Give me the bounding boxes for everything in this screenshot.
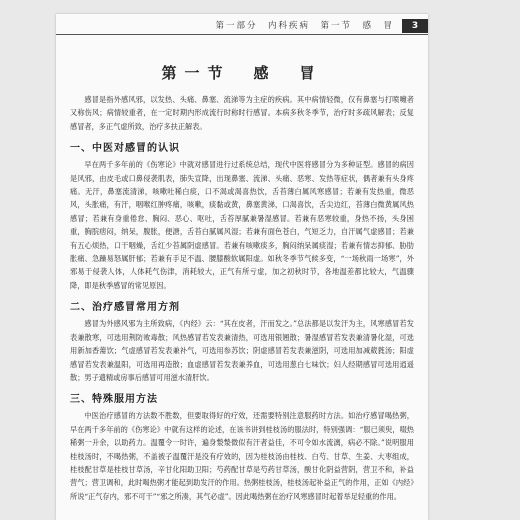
subsection-heading-2: 二、治疗感冒常用方剂 xyxy=(70,302,180,314)
subsection-heading-1: 一、中医对感冒的认识 xyxy=(70,143,180,155)
subsection-heading-3: 三、特殊服用方法 xyxy=(70,394,158,406)
intro-paragraph: 感冒是指外感风邪，以发热、头痛、鼻塞、流涕等为主症的疾病。其中病情轻微，仅有鼻塞与打喷嚏者又称伤风；病情较重者，在一定时期内形成流行时称时行感冒。本病多秋冬季节，治疗时多疏风解表；反复感冒者，多正气虚所致，治疗多扶正解表。 xyxy=(70,95,414,131)
subsection-3-paragraph: 中医治疗感冒的方法数不胜数，但要取得好的疗效，还需要特别注意服药时方法。如治疗感冒喝热粥，早在两千多年前的《伤寒论》中就有这样的论述，在该书讲到桂枝汤的服法时，特别强调：“服已须臾，啜热稀粥一升余，以助药力。温覆令一时许，遍身漐漐微似有汗者益佳，不可令如水流漓，病必不除。”说明服用桂枝汤时，不喝热粥，不盖被子温覆汗是没有疗效的，因为桂枝汤由桂枝、白芍、甘草、生姜、大枣组成，桂枝配甘草是桂枝甘草汤，辛甘化阳助卫阳；芍药配甘草是芍药甘草汤，酸甘化阴益营阴，营卫不和，补益营气；营卫调和，此时喝热粥才能起到助发汗的作用。热粥桂枝汤，桂枝汤起补益正气的作用，正如《内经》所说“正气存内，邪不可干”“邪之所凑，其气必虚”。因此喝热粥在治疗风寒感冒时起着举足轻重的作用。 xyxy=(70,411,414,501)
running-header xyxy=(56,18,428,35)
page-body xyxy=(70,44,414,507)
subsection-1-paragraph: 早在两千多年前的《伤寒论》中就对感冒进行过系统总结，现代中医将感冒分为多种证型。感冒的病因是风邪，由皮毛或口鼻侵袭肌表，肺失宣降，出现鼻塞、流涕、头痛、恶寒、发热等症状，偶者兼有头身疼痛。无汗，鼻塞流清涕，咳嗽吐稀白痰，口不渴或渴喜热饮，舌苔薄白属风寒感冒；若兼有发热重，微恶风，头胀痛，有汗，咽喉红肿疼痛，咳嗽，痰黏或黄，鼻塞黄涕，口渴喜饮，舌尖边红，苔薄白微黄属风热感冒；若兼有身重倦怠、胸闷、恶心、呕吐，舌苔厚腻兼暑湿感冒。若兼有恶寒较重，身热不扬，头身困重，胸脘痞闷，纳呆，腹胀，便溏，舌苔白腻属风湿；若兼有面色苍白，气短乏力，自汗属气虚感冒；若兼有五心烦热，口干咽燥，舌红少苔属阴虚感冒。若兼有咳嗽痰多，胸闷纳呆属痰湿；若兼有情志抑郁、胁肋胀痛、急躁易怒属肝郁；若兼有手足不温、腰膝酸软属阳虚。如秋冬季节气候多变，“一场秋雨一场寒”，外邪易于侵袭人体，人体耗气伤津，消耗较大，正气有所亏虚，加之初秋时节，各地温差都比较大，气温骤降，即是秋季感冒的常见原因。 xyxy=(70,160,414,290)
book-page xyxy=(56,14,428,520)
section-title: 第一节 感 冒 xyxy=(161,64,323,82)
running-title: 第一部分 内科疾病 第一节 感 冒 xyxy=(215,21,394,31)
subsection-2-paragraph: 感冒为外感风邪为主所致病，《内经》云：“其在皮者，汗而发之。”总法都是以发汗为主，风寒感冒若发表兼散寒，可选用荆防败毒散；风热感冒若发表兼清热，可选用银翘散；暑湿感冒若发表兼清暑化湿，可选用新加香薷饮；气虚感冒若发表兼补气，可选用参苏饮；阴虚感冒若发表兼滋阴，可选用加减葳蕤汤；阳虚感冒若发表兼温阳，可选用再造散；血虚感冒若发表兼养血，可选用葱白七味饮；妇人经期感冒可选用逍遥散；男子遗精或房事后感冒可用滋水清肝饮。 xyxy=(70,319,414,382)
page-number: 3 xyxy=(402,19,428,33)
